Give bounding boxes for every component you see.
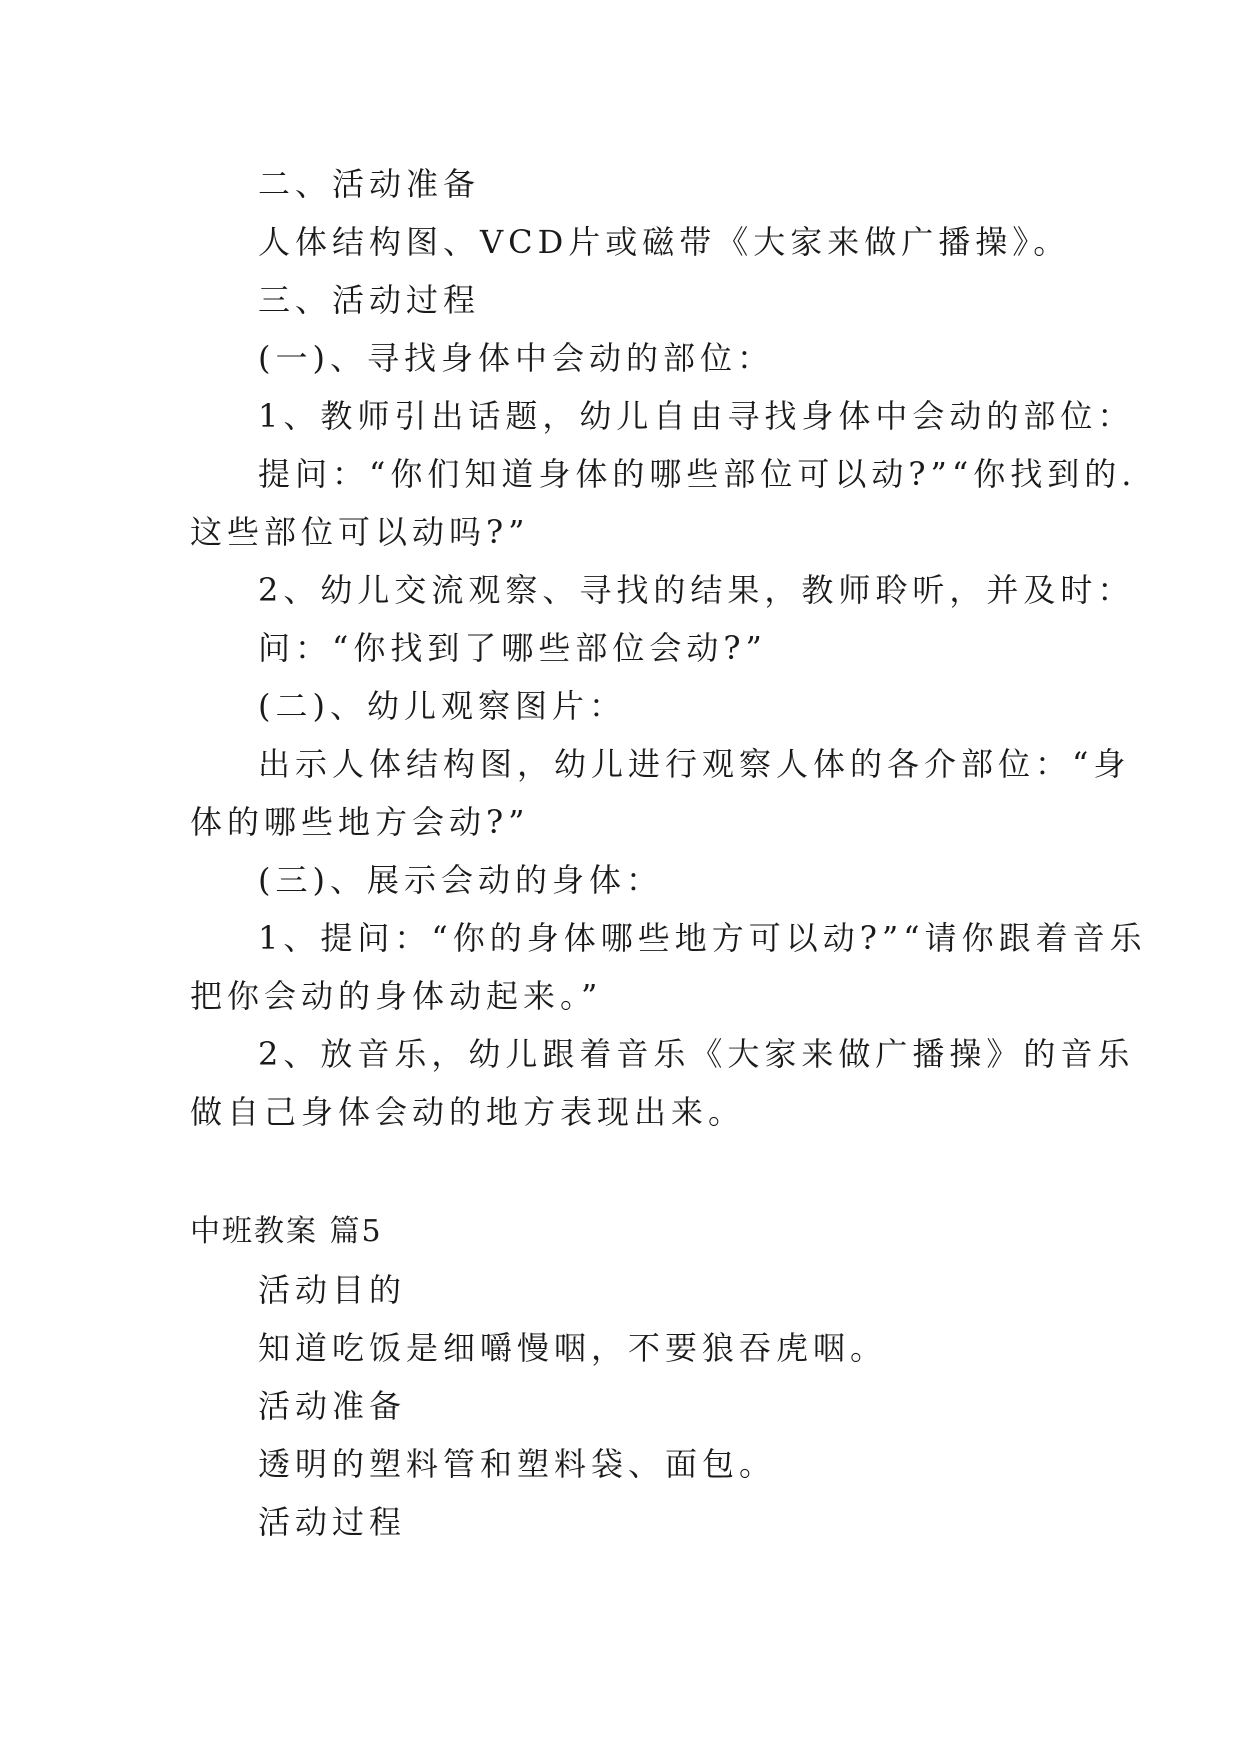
paragraph-materials: 人体结构图、VCD片或磁带《大家来做广播操》。 <box>258 223 1071 261</box>
paragraph-question-3-cont: 把你会动的身体动起来。” <box>190 977 603 1015</box>
section-heading-process: 三、活动过程 <box>258 281 481 319</box>
paragraph-step-1: 1、教师引出话题，幼儿自由寻找身体中会动的部位： <box>258 397 1135 435</box>
paragraph-materials-2: 透明的塑料管和塑料袋、面包。 <box>258 1445 777 1483</box>
paragraph-question-2: 问：“你找到了哪些部位会动?” <box>258 629 767 667</box>
paragraph-question-1: 提问：“你们知道身体的哪些部位可以动?”“你找到的. <box>258 455 1137 493</box>
paragraph-question-3: 1、提问：“你的身体哪些地方可以动?”“请你跟着音乐 <box>258 919 1147 957</box>
paragraph-play-music-cont: 做自己身体会动的地方表现出来。 <box>190 1093 746 1131</box>
paragraph-step-2: 2、幼儿交流观察、寻找的结果，教师聆听，并及时： <box>258 571 1135 609</box>
paragraph-show-diagram: 出示人体结构图，幼儿进行观察人体的各介部位：“身 <box>258 745 1131 783</box>
lesson-title: 中班教案 篇5 <box>190 1214 383 1249</box>
paragraph-show-diagram-cont: 体的哪些地方会动?” <box>190 803 530 841</box>
paragraph-play-music: 2、放音乐，幼儿跟着音乐《大家来做广播操》的音乐 <box>258 1035 1135 1073</box>
subheading-observe-pictures: (二)、幼儿观察图片： <box>258 687 626 725</box>
section-heading-process-2: 活动过程 <box>258 1503 407 1541</box>
section-heading-preparation: 二、活动准备 <box>258 165 481 203</box>
subheading-show-body: (三)、展示会动的身体： <box>258 861 663 899</box>
paragraph-question-1-cont: 这些部位可以动吗?” <box>190 513 530 551</box>
paragraph-goal: 知道吃饭是细嚼慢咽，不要狼吞虎咽。 <box>258 1329 888 1367</box>
subheading-find-parts: (一)、寻找身体中会动的部位： <box>258 339 774 377</box>
section-heading-preparation-2: 活动准备 <box>258 1387 407 1425</box>
section-heading-goal: 活动目的 <box>258 1271 407 1309</box>
